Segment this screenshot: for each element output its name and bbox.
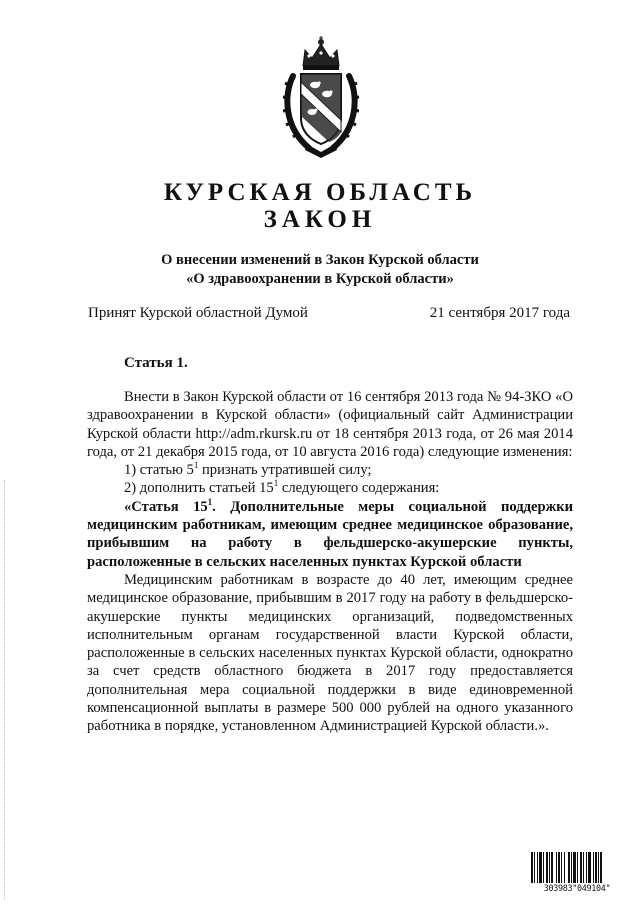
- barcode-bars: [531, 852, 623, 883]
- region-title: КУРСКАЯ ОБЛАСТЬ: [163, 179, 477, 206]
- barcode-bar: [539, 852, 542, 883]
- new-article-body: Медицинским работникам в возрасте до 40 лет, имеющим среднее медицинское образование, прибывшим в 2017 году на работу в фельдшерско-акушерские пункты медицинских организаций, подведомственных исполнительным органам государственной власти Курской области, расположенные в сельских населенных пунктах Курской области, однократно за счет средств областного бюджета в 2017 году предоставляется дополнительная мера социальной поддержки в виде единовременной компенсационной выплаты в размере 500 000 рублей на одного указанного работника в порядке, установленном Администрацией Курской области.».: [87, 571, 573, 735]
- barcode-bar: [537, 852, 538, 883]
- barcode: [531, 852, 623, 894]
- barcode-bar: [549, 852, 550, 883]
- barcode-bar: [571, 852, 572, 883]
- barcode-bar: [595, 852, 597, 883]
- article-heading: Статья 1.: [124, 355, 188, 371]
- barcode-bar: [558, 852, 560, 883]
- barcode-bar: [546, 852, 548, 883]
- barcode-bar: [577, 852, 578, 883]
- barcode-bar: [593, 852, 594, 883]
- barcode-bar: [573, 852, 576, 883]
- adoption-date: 21 сентября 2017 года: [429, 305, 570, 321]
- new-article-title: «Статья $15^1$. Дополнительные меры социальной поддержки медицинским работникам, имеющим среднее медицинское образование, прибывшим на работу в фельдшерско-акушерские пункты, расположенные в сельских населенных пунктах Курской области: [87, 496, 574, 570]
- adopted-by: Принят Курской областной Думой: [88, 305, 308, 321]
- amendment-item-1: 1) статью $5^1$ признать утратившей силу;: [124, 460, 372, 479]
- barcode-bar: [580, 852, 582, 883]
- kursk-coat-of-arms-icon: [279, 36, 363, 160]
- barcode-bar: [551, 852, 553, 883]
- barcode-bar: [543, 852, 544, 883]
- article-body: [87, 388, 573, 736]
- law-subject: [0, 251, 640, 289]
- amendment-item-2: 2) дополнить статьей $15^1$ следующего содержания:: [124, 478, 440, 497]
- barcode-bar: [561, 852, 562, 883]
- barcode-bar: [568, 852, 570, 883]
- barcode-bar: [583, 852, 584, 883]
- barcode-bar: [531, 852, 533, 883]
- subject-line-1: О внесении изменений в Закон Курской области: [161, 252, 479, 268]
- scan-edge-line: [4, 480, 6, 900]
- barcode-bar: [556, 852, 557, 883]
- barcode-bar: [534, 852, 535, 883]
- law-title: ЗАКОН: [263, 206, 377, 233]
- barcode-bar: [600, 852, 602, 883]
- subject-line-2: «О здравоохранении в Курской области»: [186, 271, 454, 287]
- barcode-bar: [564, 852, 565, 883]
- barcode-number: 303983"049104": [543, 883, 611, 893]
- barcode-bar: [598, 852, 599, 883]
- barcode-bar: [588, 852, 591, 883]
- article-intro: Внести в Закон Курской области от 16 сентября 2013 года № 94-ЗКО «О здравоохранении в Курской области» (официальный сайт Администрации Курской области http://adm.rkursk.ru от 18 сентября 2013 года, от 26 мая 2014 года, от 21 декабря 2015 года, от 10 августа 2016 года) следующие изменения:: [87, 389, 573, 460]
- barcode-bar: [586, 852, 587, 883]
